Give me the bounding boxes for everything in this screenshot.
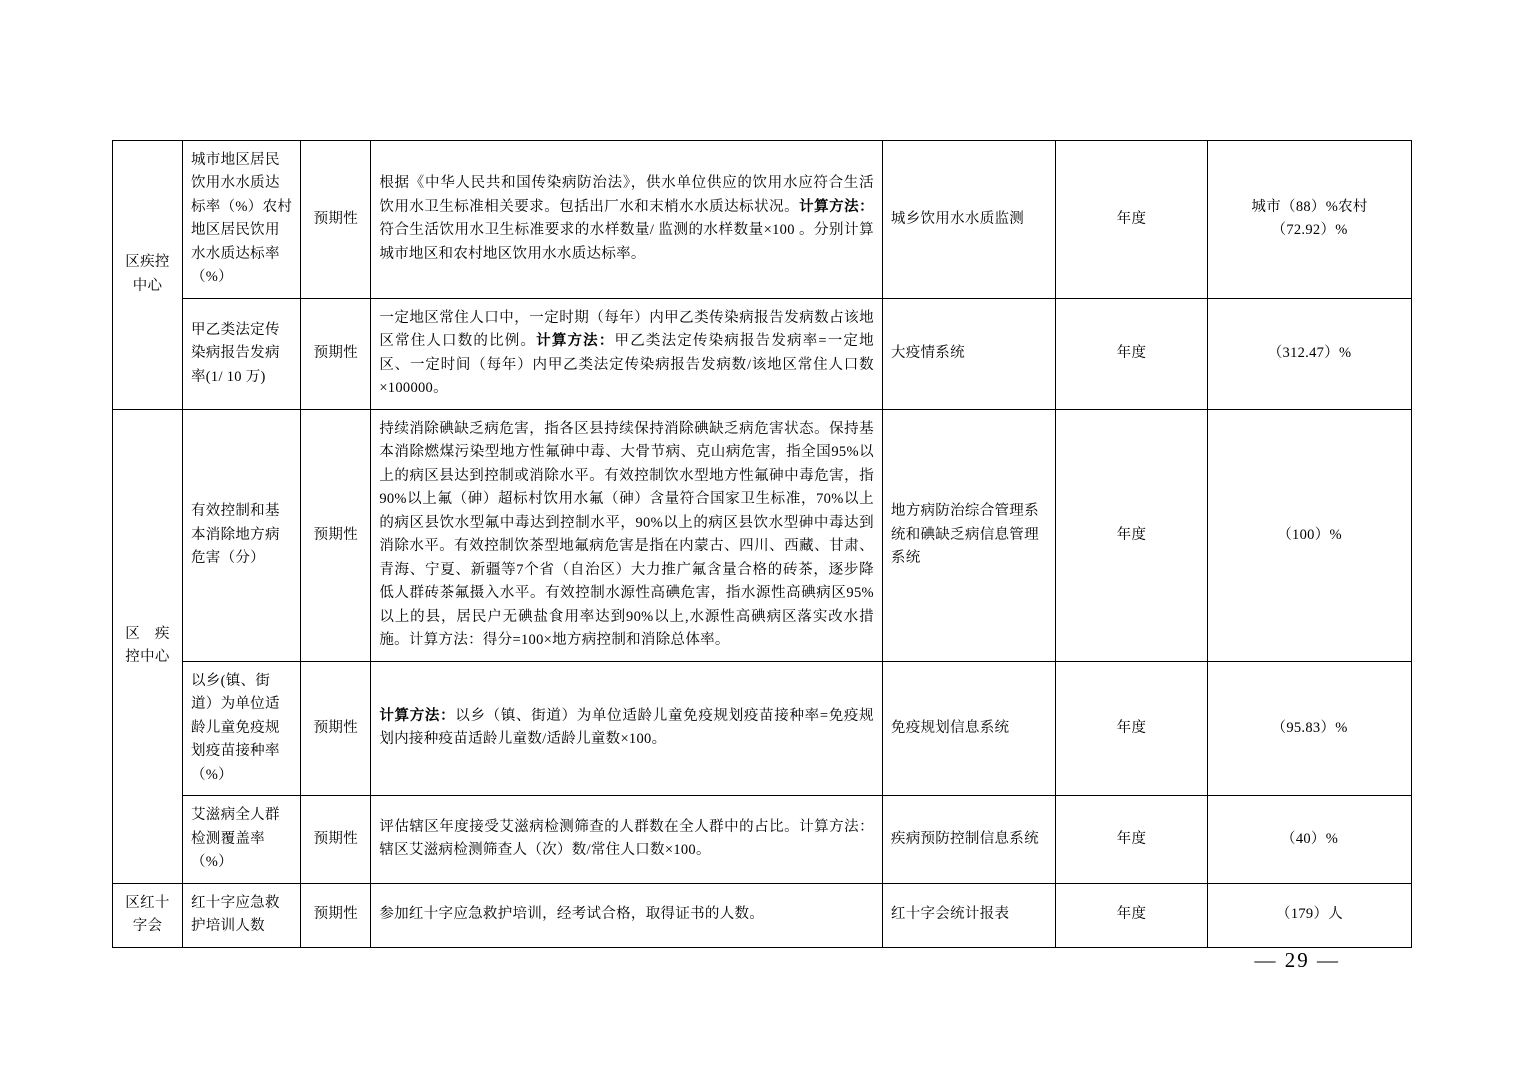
cell-data-source: 免疫规划信息系统	[882, 661, 1055, 795]
cell-indicator-type: 预期性	[301, 883, 371, 947]
cell-description	[371, 661, 883, 795]
description-method-label: 计算方法：	[799, 198, 874, 215]
cell-data-source: 大疫情系统	[882, 298, 1055, 409]
cell-description	[371, 796, 883, 883]
cell-description	[371, 298, 883, 409]
cell-indicator-type: 预期性	[301, 409, 371, 661]
cell-description	[371, 409, 883, 661]
cell-value: （40）%	[1208, 796, 1412, 883]
description-text-part2: 以乡（镇、街道）为单位适龄儿童免疫规划疫苗接种率=免疫规划内接种疫苗适龄儿童数/适龄儿童数×100。	[379, 707, 874, 748]
description-text-part1: 参加红十字应急救护培训，经考试合格，取得证书的人数。	[379, 906, 765, 923]
cell-indicator-name: 艾滋病全人群检测覆盖率（%）	[182, 796, 300, 883]
cell-indicator-type: 预期性	[301, 796, 371, 883]
indicator-table	[112, 140, 1412, 948]
cell-frequency: 年度	[1055, 883, 1207, 947]
description-text-part2: 甲乙类法定传染病报告发病率=一定地区、一定时间（每年）内甲乙类法定传染病报告发病数/该地区常住人口数×100000。	[379, 333, 874, 397]
cell-indicator-type: 预期性	[301, 141, 371, 299]
cell-indicator-name: 以乡(镇、街道）为单位适龄儿童免疫规划疫苗接种率（%）	[182, 661, 300, 795]
cell-indicator-type: 预期性	[301, 298, 371, 409]
cell-frequency: 年度	[1055, 409, 1207, 661]
cell-frequency: 年度	[1055, 661, 1207, 795]
description-text-part1: 评估辖区年度接受艾滋病检测筛查的人群数在全人群中的占比。计算方法：辖区艾滋病检测筛查人（次）数/常住人口数×100。	[379, 818, 874, 859]
cell-value: （100）%	[1208, 409, 1412, 661]
cell-data-source: 红十字会统计报表	[882, 883, 1055, 947]
cell-description	[371, 141, 883, 299]
description-text-part1: 持续消除碘缺乏病危害，指各区县持续保持消除碘缺乏病危害状态。保持基本消除燃煤污染型地方性氟砷中毒、大骨节病、克山病危害，指全国95%以上的病区县达到控制或消除水平。有效控制饮水型地方性氟砷中毒危害，指90%以上氟（砷）超标村饮用水氟（砷）含量符合国家卫生标准，70%以上的病区县饮水型氟中毒达到控制水平，90%以上的病区县饮水型砷中毒达到消除水平。有效控制饮茶型地氟病危害是指在内蒙古、四川、西藏、甘肃、青海、宁夏、新疆等7个省（自治区）大力推广氟含量合格的砖茶，逐步降低人群砖茶氟摄入水平。有效控制水源性高碘危害，指水源性高碘病区95%以上的县，居民户无碘盐食用率达到90%以上,水源性高碘病区落实改水措施。计算方法：得分=100×地方病控制和消除总体率。	[379, 420, 874, 649]
description-text-part2: 符合生活饮用水卫生标准要求的水样数量/ 监测的水样数量×100 。分别计算城市地区和农村地区饮用水水质达标率。	[379, 222, 874, 262]
cell-data-source: 疾病预防控制信息系统	[882, 796, 1055, 883]
table-row	[113, 796, 1412, 883]
description-text-part1: 一定地区常住人口中，一定时期（每年）内甲乙类传染病报告发病数占该地区常住人口数的比例。	[379, 309, 874, 350]
indicator-table-container	[112, 140, 1412, 948]
table-row	[113, 883, 1412, 947]
cell-indicator-name: 有效控制和基本消除地方病危害（分）	[182, 409, 300, 661]
table-row	[113, 409, 1412, 661]
cell-value: （95.83）%	[1208, 661, 1412, 795]
cell-frequency: 年度	[1055, 796, 1207, 883]
table-row	[113, 298, 1412, 409]
cell-value: 城市（88）%农村（72.92）%	[1208, 141, 1412, 299]
page-number: — 29 —	[1254, 948, 1340, 972]
cell-frequency: 年度	[1055, 298, 1207, 409]
cell-data-source: 地方病防治综合管理系统和碘缺乏病信息管理系统	[882, 409, 1055, 661]
table-row	[113, 661, 1412, 795]
description-method-label: 计算方法：	[379, 707, 456, 724]
cell-department: 区 疾控中心	[113, 409, 183, 883]
cell-indicator-type: 预期性	[301, 661, 371, 795]
cell-department: 区疾控中心	[113, 141, 183, 410]
cell-value: （312.47）%	[1208, 298, 1412, 409]
cell-department: 区红十字会	[113, 883, 183, 947]
cell-value: （179）人	[1208, 883, 1412, 947]
cell-indicator-name: 城市地区居民饮用水水质达标率（%）农村地区居民饮用水水质达标率（%）	[182, 141, 300, 299]
cell-indicator-name: 红十字应急救护培训人数	[182, 883, 300, 947]
description-text-part1: 根据《中华人民共和国传染病防治法》，供水单位供应的饮用水应符合生活饮用水卫生标准相关要求。包括出厂水和末梢水水质达标状况。	[379, 175, 874, 215]
description-method-label: 计算方法：	[536, 333, 615, 350]
table-row	[113, 141, 1412, 299]
cell-frequency: 年度	[1055, 141, 1207, 299]
cell-description	[371, 883, 883, 947]
cell-data-source: 城乡饮用水水质监测	[882, 141, 1055, 299]
cell-indicator-name: 甲乙类法定传染病报告发病率(1/ 10 万)	[182, 298, 300, 409]
